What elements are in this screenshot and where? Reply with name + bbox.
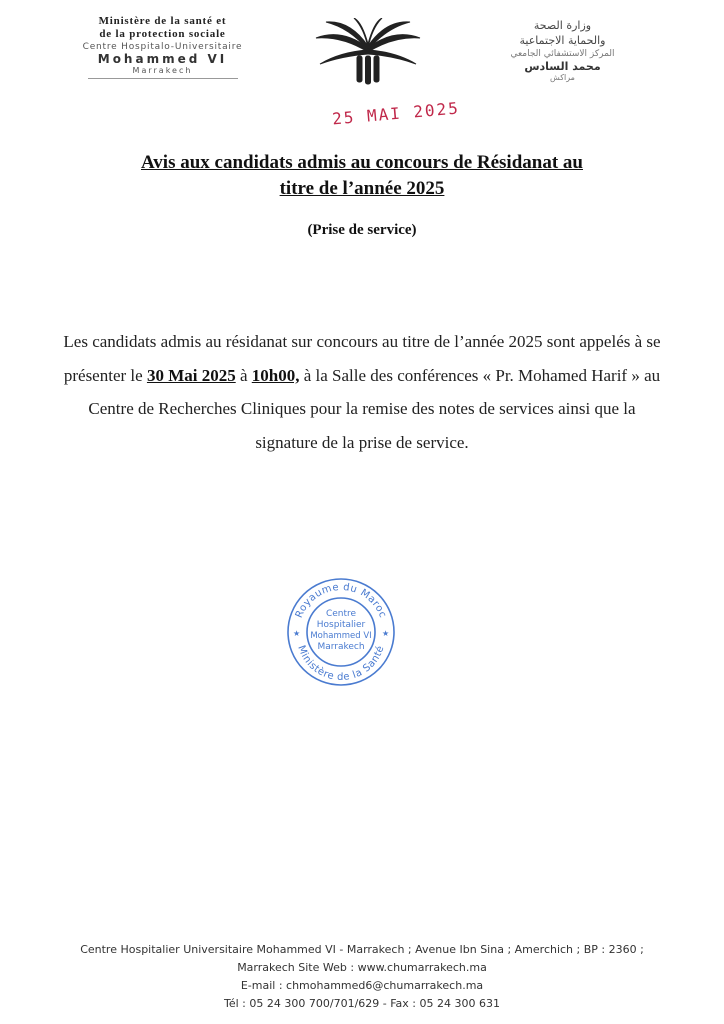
ministry-line-2: de la protection sociale <box>99 28 226 40</box>
body-time: 10h00, <box>251 365 300 385</box>
body-at: à <box>235 365 252 385</box>
ministry-line-1: Ministère de la santé et <box>98 15 227 27</box>
stamp-ring-bottom: Ministère de la Santé <box>295 644 387 684</box>
stamp-star-right-icon: ★ <box>382 629 390 638</box>
title-line-1: Avis aux candidats admis au concours de Résidanat au <box>140 152 583 173</box>
notice-title <box>60 150 664 202</box>
header-french <box>55 15 270 79</box>
stamp-center-line-3: Mohammed VI <box>310 631 372 641</box>
footer-email: E-mail : chmohammed6@chumarrakech.ma <box>240 979 484 992</box>
stamp-center-line-2: Hospitalier <box>316 620 366 630</box>
ministry-ar-line-2: والحماية الاجتماعية <box>519 34 606 47</box>
title-line-2: titre de l’année 2025 <box>279 178 445 199</box>
stamp-star-left-icon: ★ <box>293 629 301 638</box>
hospital-city: Marrakech <box>132 66 193 75</box>
footer-phone: Tél : 05 24 300 700/701/629 - Fax : 05 24 300 631 <box>224 997 500 1010</box>
hospital-line: Centre Hospitalo-Universitaire <box>82 42 243 52</box>
stamp-center-line-1: Centre <box>325 609 357 619</box>
body-date: 30 Mai 2025 <box>146 365 236 385</box>
footer-address: Centre Hospitalier Universitaire Mohammed VI - Marrakech ; Avenue Ibn Sina ; Amerchich ; BP : 2360 ; <box>80 943 644 956</box>
stamp-ring-top: Royaume du Maroc <box>293 581 389 620</box>
stamp-center-line-4: Marrakech <box>317 642 365 652</box>
page-footer <box>40 941 684 1013</box>
header-arabic <box>455 18 670 83</box>
palm-emblem-icon <box>312 18 424 90</box>
hospital-ar-name: محمد السادس <box>524 60 601 73</box>
notice-body <box>62 325 662 459</box>
notice-subtitle: (Prise de service) <box>307 222 417 238</box>
body-text-part-2: à la Salle des conférences « Pr. Mohamed Harif » au Centre de Recherches Cliniques pour la remise des notes de services ainsi que la signature de la prise de service. <box>88 365 661 452</box>
hospital-ar-city: مراكش <box>550 73 575 82</box>
official-stamp <box>285 576 397 688</box>
hospital-ar-line: المركز الاستشفائي الجامعي <box>510 49 615 59</box>
footer-website: Marrakech Site Web : www.chumarrakech.ma <box>237 961 487 974</box>
header-rule <box>88 78 238 79</box>
body-text-part-1: Les candidats admis au résidanat sur concours au titre de l’année 2025 sont appelés à se présenter le <box>63 332 661 385</box>
hospital-name: Mohammed VI <box>97 52 228 66</box>
ministry-ar-line-1: وزارة الصحة <box>533 19 592 32</box>
date-stamp: 25 MAI 2025 <box>331 98 461 129</box>
